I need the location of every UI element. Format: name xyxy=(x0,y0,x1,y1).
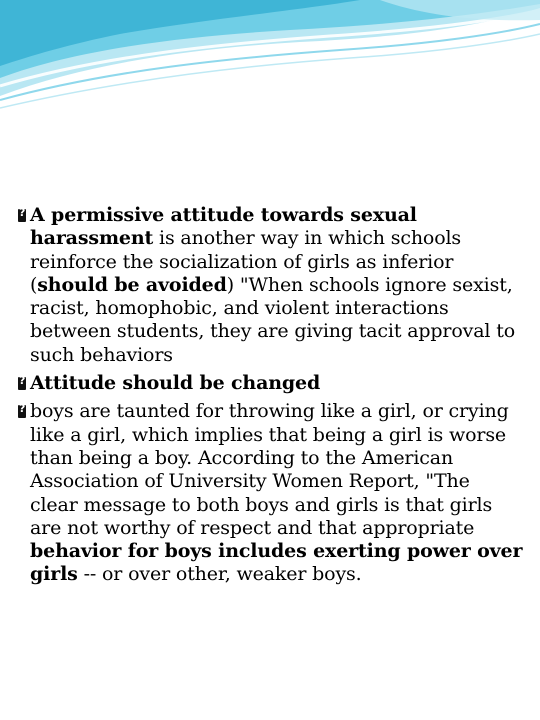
missing-glyph-icon xyxy=(18,209,26,222)
missing-glyph-icon xyxy=(18,405,26,418)
bullet-text: is another way in which schools reinforce the socialization of girls as inferior ( xyxy=(30,227,462,296)
bullet-text: boys are taunted for throwing like a girl, or crying like a girl, which implies that being a girl is worse than being a boy. According to the American Association of University Women Report, "The clear message to both boys and girls is that girls are not worthy of respect and that appropriate xyxy=(30,400,509,539)
bullet-bold-text: should be avoided xyxy=(37,273,227,296)
missing-glyph-icon xyxy=(18,377,26,390)
bullet-item xyxy=(18,400,523,586)
bullet-bold-text: Attitude should be changed xyxy=(30,372,321,395)
wave-banner-decoration xyxy=(0,0,540,120)
bullet-item xyxy=(18,372,523,395)
bullet-text: ) "When schools ignore sexist, racist, homophobic, and violent interactions between students, they are giving tacit approval to such behaviors xyxy=(30,273,516,366)
bullet-text: -- or over other, weaker boys. xyxy=(77,563,362,586)
bullet-bold-text: behavior for boys includes exerting power over girls xyxy=(30,540,523,586)
bullet-list xyxy=(18,204,523,587)
bullet-item xyxy=(18,204,523,367)
bullet-bold-text: A permissive attitude towards sexual harassment xyxy=(30,204,417,250)
